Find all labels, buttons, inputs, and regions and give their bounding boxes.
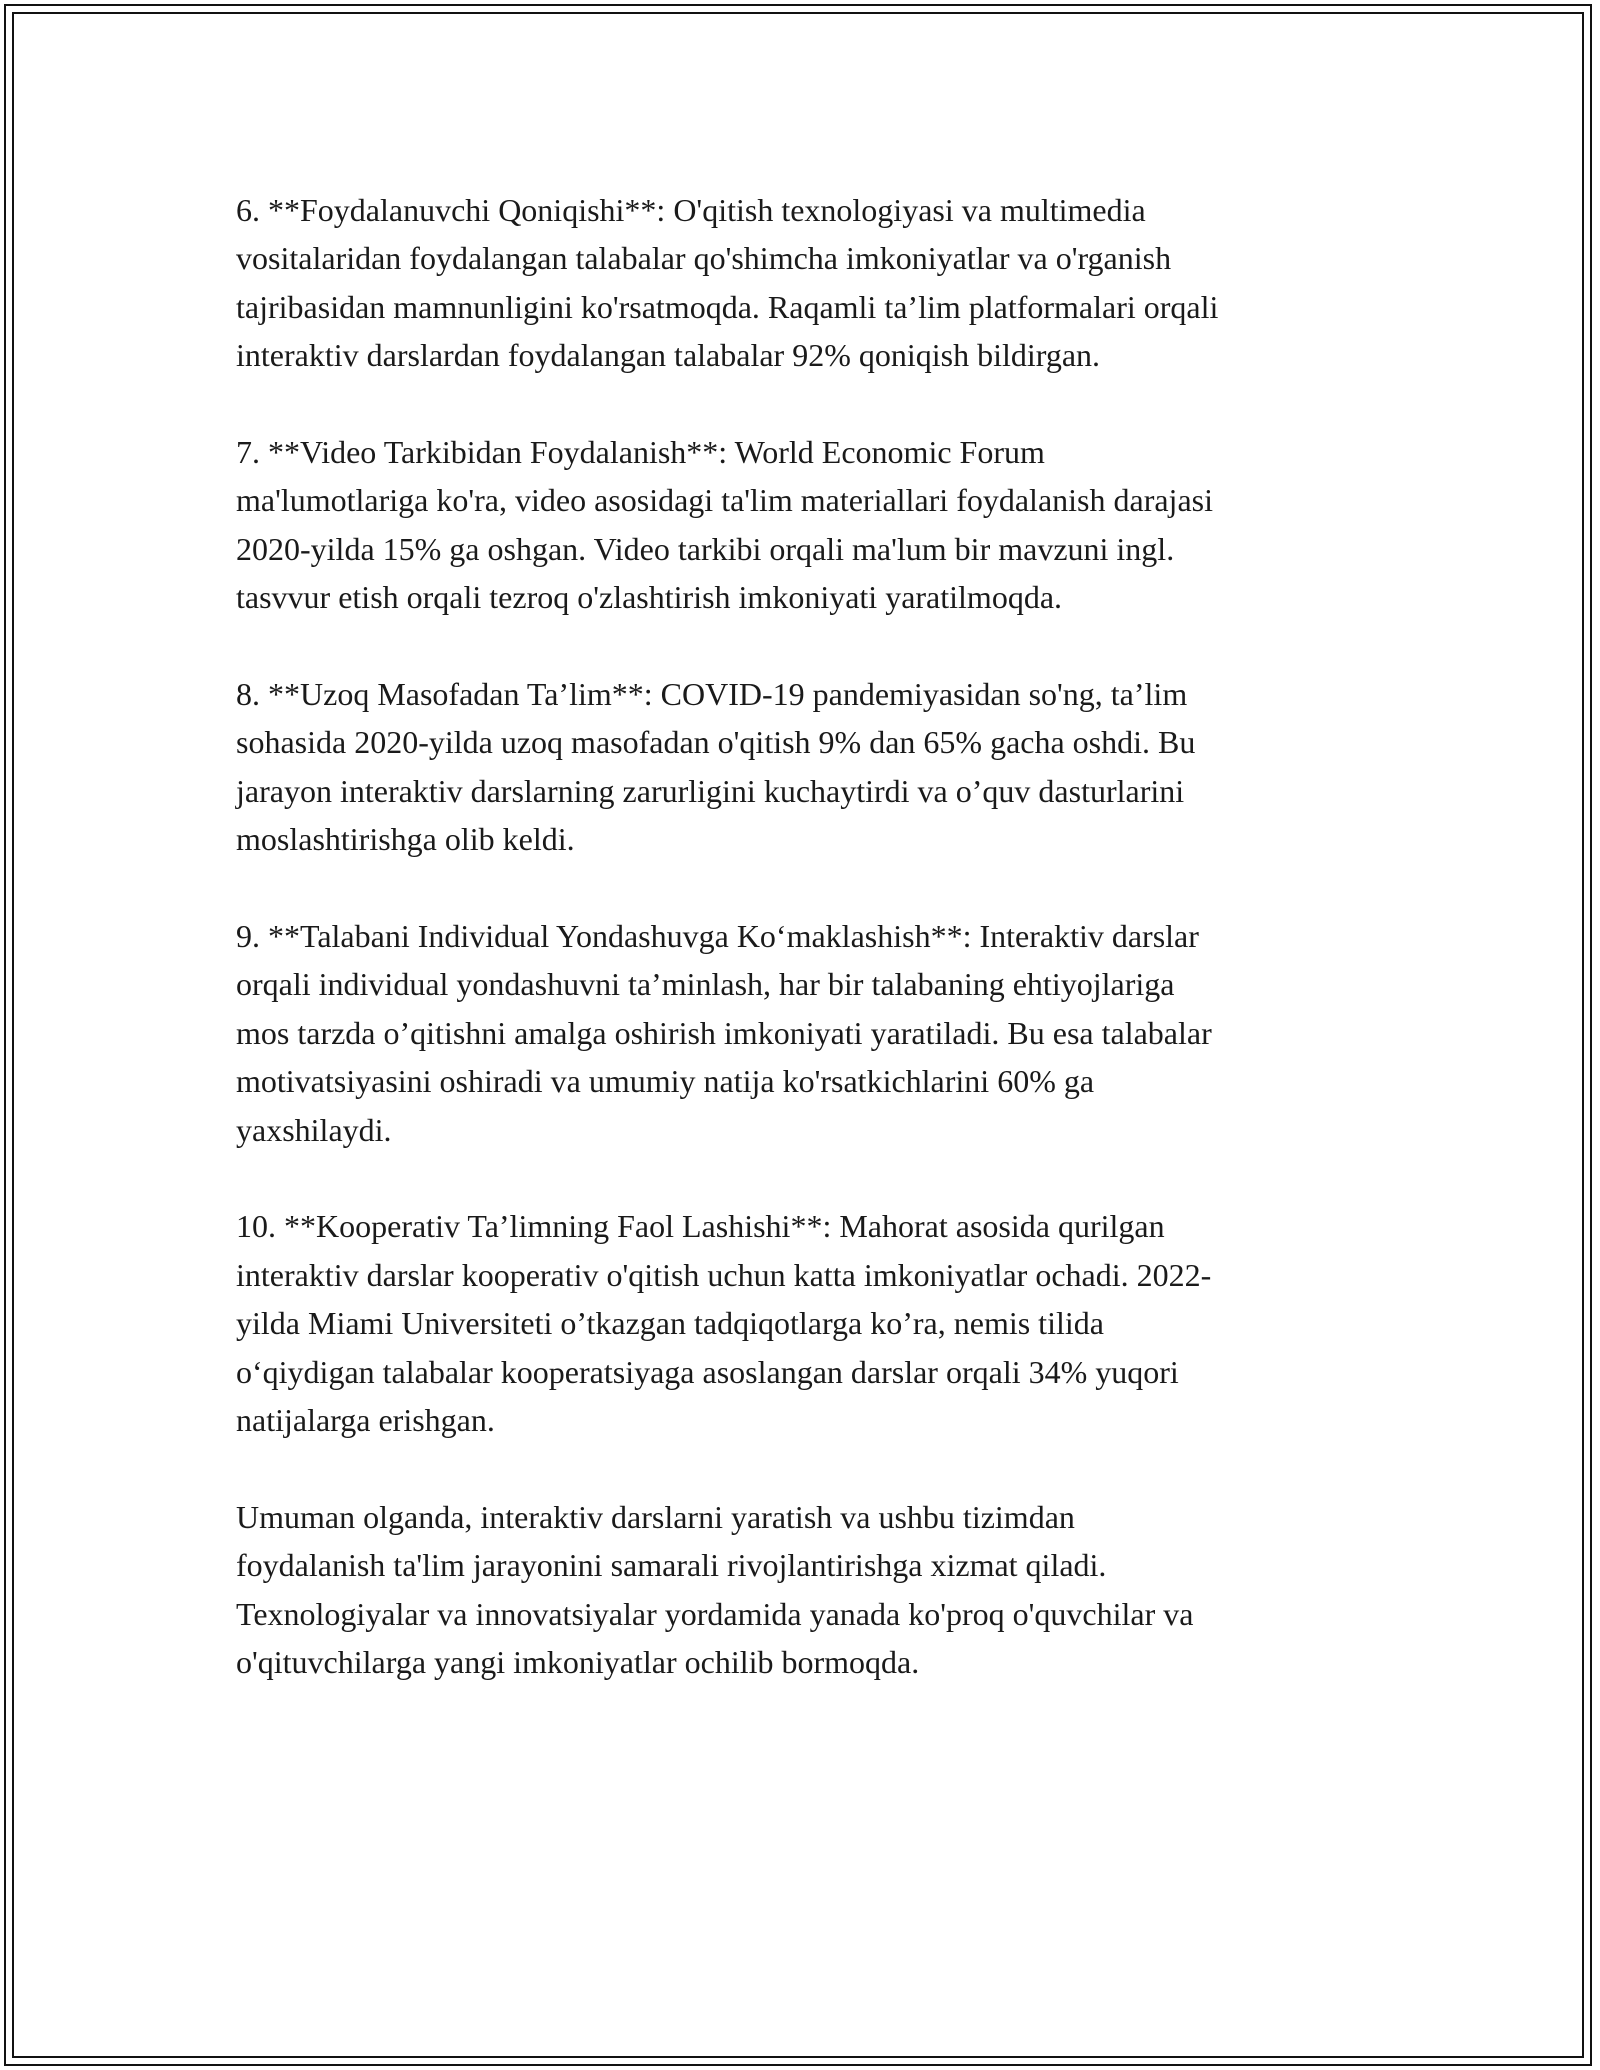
text-line: motivatsiyasini oshiradi va umumiy natija ko'rsatkichlarini 60% ga xyxy=(236,1063,1095,1100)
paragraph-6-user-satisfaction xyxy=(236,186,1376,380)
text-line: natijalarga erishgan. xyxy=(236,1402,495,1439)
text-line: vositalaridan foydalangan talabalar qo'shimcha imkoniyatlar va o'rganish xyxy=(236,240,1172,277)
text-line: Umuman olganda, interaktiv darslarni yaratish va ushbu tizimdan xyxy=(236,1498,1075,1535)
text-line: yilda Miami Universiteti o’tkazgan tadqiqotlarga ko’ra, nemis tilida xyxy=(236,1305,1104,1342)
text-line: sohasida 2020-yilda uzoq masofadan o'qitish 9% dan 65% gacha oshdi. Bu xyxy=(236,724,1196,761)
text-line: 6. **Foydalanuvchi Qoniqishi**: O'qitish texnologiyasi va multimedia xyxy=(236,192,1146,228)
text-line: ma'lumotlariga ko'ra, video asosidagi ta'lim materiallari foydalanish darajasi xyxy=(236,482,1213,519)
text-line: 10. **Kooperativ Ta’limning Faol Lashishi**: Mahorat asosida qurilgan xyxy=(236,1208,1165,1245)
paragraph-conclusion xyxy=(236,1493,1376,1687)
text-line: foydalanish ta'lim jarayonini samarali rivojlantirishga xizmat qiladi. xyxy=(236,1547,1107,1584)
text-line: yaxshilaydi. xyxy=(236,1111,392,1148)
text-line: interaktiv darslar kooperativ o'qitish uchun katta imkoniyatlar ochadi. 2022- xyxy=(236,1256,1212,1293)
text-line: 7. **Video Tarkibidan Foydalanish**: World Economic Forum xyxy=(236,434,1045,471)
text-line: interaktiv darslardan foydalangan talabalar 92% qoniqish bildirgan. xyxy=(236,337,1101,374)
paragraph-7-video-content xyxy=(236,428,1376,622)
text-line: 9. **Talabani Individual Yondashuvga Ko‘maklashish**: Interaktiv darslar xyxy=(236,918,1199,955)
text-line: jarayon interaktiv darslarning zarurligini kuchaytirdi va o’quv dasturlarini xyxy=(236,772,1185,809)
paragraph-9-individual-approach xyxy=(236,912,1376,1154)
text-line: o‘qiydigan talabalar kooperatsiyaga asoslangan darslar orqali 34% yuqori xyxy=(236,1353,1179,1390)
text-line: moslashtirishga olib keldi. xyxy=(236,821,575,858)
text-line: mos tarzda o’qitishni amalga oshirish imkoniyati yaratiladi. Bu esa talabalar xyxy=(236,1014,1212,1051)
text-line: tajribasidan mamnunligini ko'rsatmoqda. Raqamli ta’lim platformalari orqali xyxy=(236,288,1219,325)
text-line: 8. **Uzoq Masofadan Ta’lim**: COVID-19 pandemiyasidan so'ng, ta’lim xyxy=(236,676,1188,713)
document-body xyxy=(236,186,1376,1735)
paragraph-8-distance-learning xyxy=(236,670,1376,864)
paragraph-10-cooperative-learning xyxy=(236,1202,1376,1444)
text-line: 2020-yilda 15% ga oshgan. Video tarkibi orqali ma'lum bir mavzuni ingl. xyxy=(236,530,1175,567)
text-line: Texnologiyalar va innovatsiyalar yordamida yanada ko'proq o'quvchilar va xyxy=(236,1595,1194,1632)
text-line: o'qituvchilarga yangi imkoniyatlar ochilib bormoqda. xyxy=(236,1644,920,1681)
text-line: tasvvur etish orqali tezroq o'zlashtirish imkoniyati yaratilmoqda. xyxy=(236,579,1063,616)
text-line: orqali individual yondashuvni ta’minlash, har bir talabaning ehtiyojlariga xyxy=(236,966,1175,1003)
